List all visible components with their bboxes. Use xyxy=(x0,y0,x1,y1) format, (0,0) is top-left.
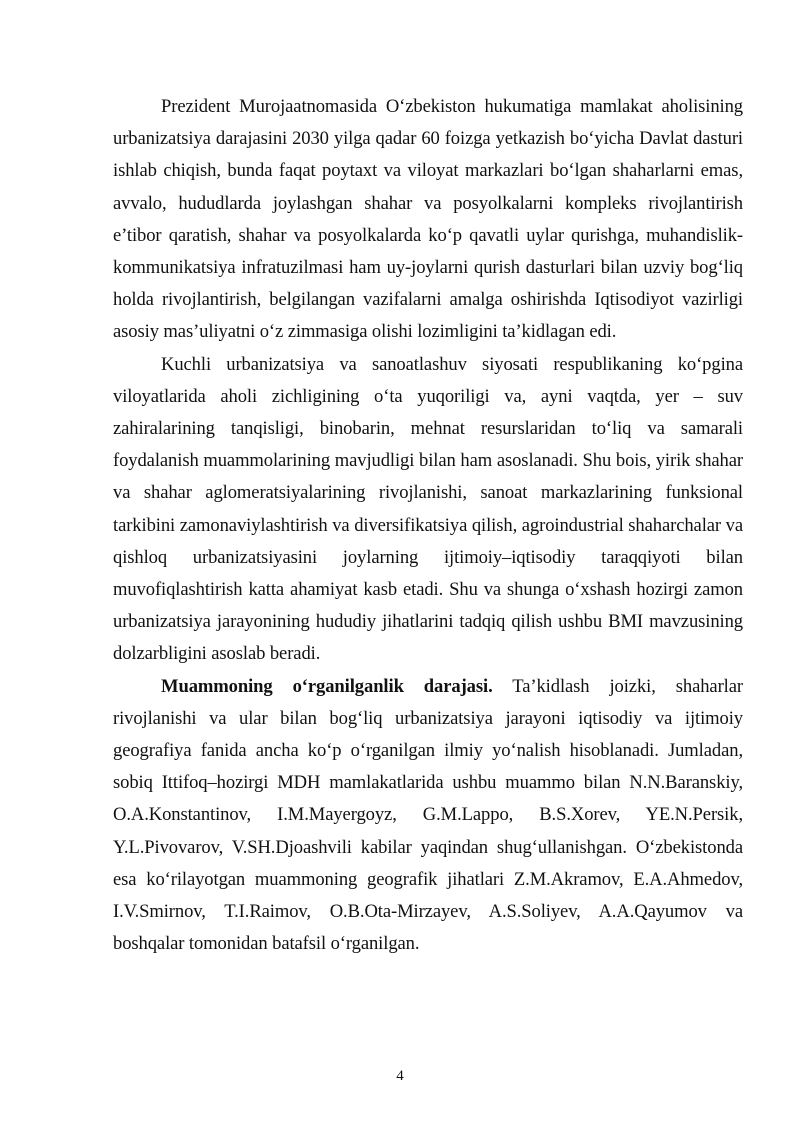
paragraph-2 xyxy=(113,349,743,671)
paragraph-3 xyxy=(113,671,743,961)
paragraph-3-lead: Muammoning o‘rganilganlik darajasi. xyxy=(161,675,493,697)
paragraph-2-text: Kuchli urbanizatsiya va sanoatlashuv siyosati respublikaning ko‘pgina viloyatlarida aholi zichligining o‘ta yuqoriligi va, ayni vaqtda, yer – suv zahiralarining tanqisligi, binobarin, mehnat resurslaridan to‘liq va samarali foydalanish muammolarining mavjudligi bilan ham asoslanadi. Shu bois, yirik shahar va shahar aglomeratsiyalarining rivojlanishi, sanoat markazlarining funksional tarkibini zamonaviylashtirish va diversifikatsiya qilish, agroindustrial shaharchalar va qishloq urbanizatsiyasini joylarning ijtimoiy–iqtisodiy taraqqiyoti bilan muvofiqlashtirish katta ahamiyat kasb etadi. Shu va shunga o‘xshash hozirgi zamon urbanizatsiya jarayonining hududiy jihatlarini tadqiq qilish ushbu BMI mavzusining dolzarbligini asoslab beradi. xyxy=(113,353,743,665)
paragraph-1-text: Prezident Murojaatnomasida O‘zbekiston hukumatiga mamlakat aholisining urbanizatsiya darajasini 2030 yilga qadar 60 foizga yetkazish bo‘yicha Davlat dasturi ishlab chiqish, bunda faqat poytaxt va viloyat markazlari bo‘lgan shaharlarni emas, avvalo, hududlarda joylashgan shahar va posyolkalarni kompleks rivojlantirish e’tibor qaratish, shahar va posyolkalarda ko‘p qavatli uylar qurishga, muhandislik-kommunikatsiya infratuzilmasi ham uy-joylarni qurish dasturlari bilan uzviy bog‘liq holda rivojlantirish, belgilangan vazifalarni amalga oshirishda Iqtisodiyot vazirligi asosiy mas’uliyatni o‘z zimmasiga olishi lozimligini ta’kidlagan edi. xyxy=(113,96,743,343)
paragraph-3-text: Ta’kidlash joizki, shaharlar rivojlanishi va ular bilan bog‘liq urbanizatsiya jarayoni iqtisodiy va ijtimoiy geografiya fanida ancha ko‘p o‘rganilgan ilmiy yo‘nalish hisoblanadi. Jumladan, sobiq Ittifoq–hozirgi MDH mamlakatlarida ushbu muammo bilan N.N.Baranskiy, O.A.Konstantinov, I.M.Mayergoyz, G.M.Lappo, B.S.Xorev, YE.N.Persik, Y.L.Pivovarov, V.SH.Djoashvili kabilar yaqindan shug‘ullanishgan. O‘zbekistonda esa ko‘rilayotgan muammoning geografik jihatlari Z.M.Akramov, E.A.Ahmedov, I.V.Smirnov, T.I.Raimov, O.B.Ota-Mirzayev, A.S.Soliyev, A.A.Qayumov va boshqalar tomonidan batafsil o‘rganilgan. xyxy=(113,675,743,955)
document-page xyxy=(113,91,743,960)
page-number: 4 xyxy=(396,1068,404,1084)
paragraph-1 xyxy=(113,91,743,349)
